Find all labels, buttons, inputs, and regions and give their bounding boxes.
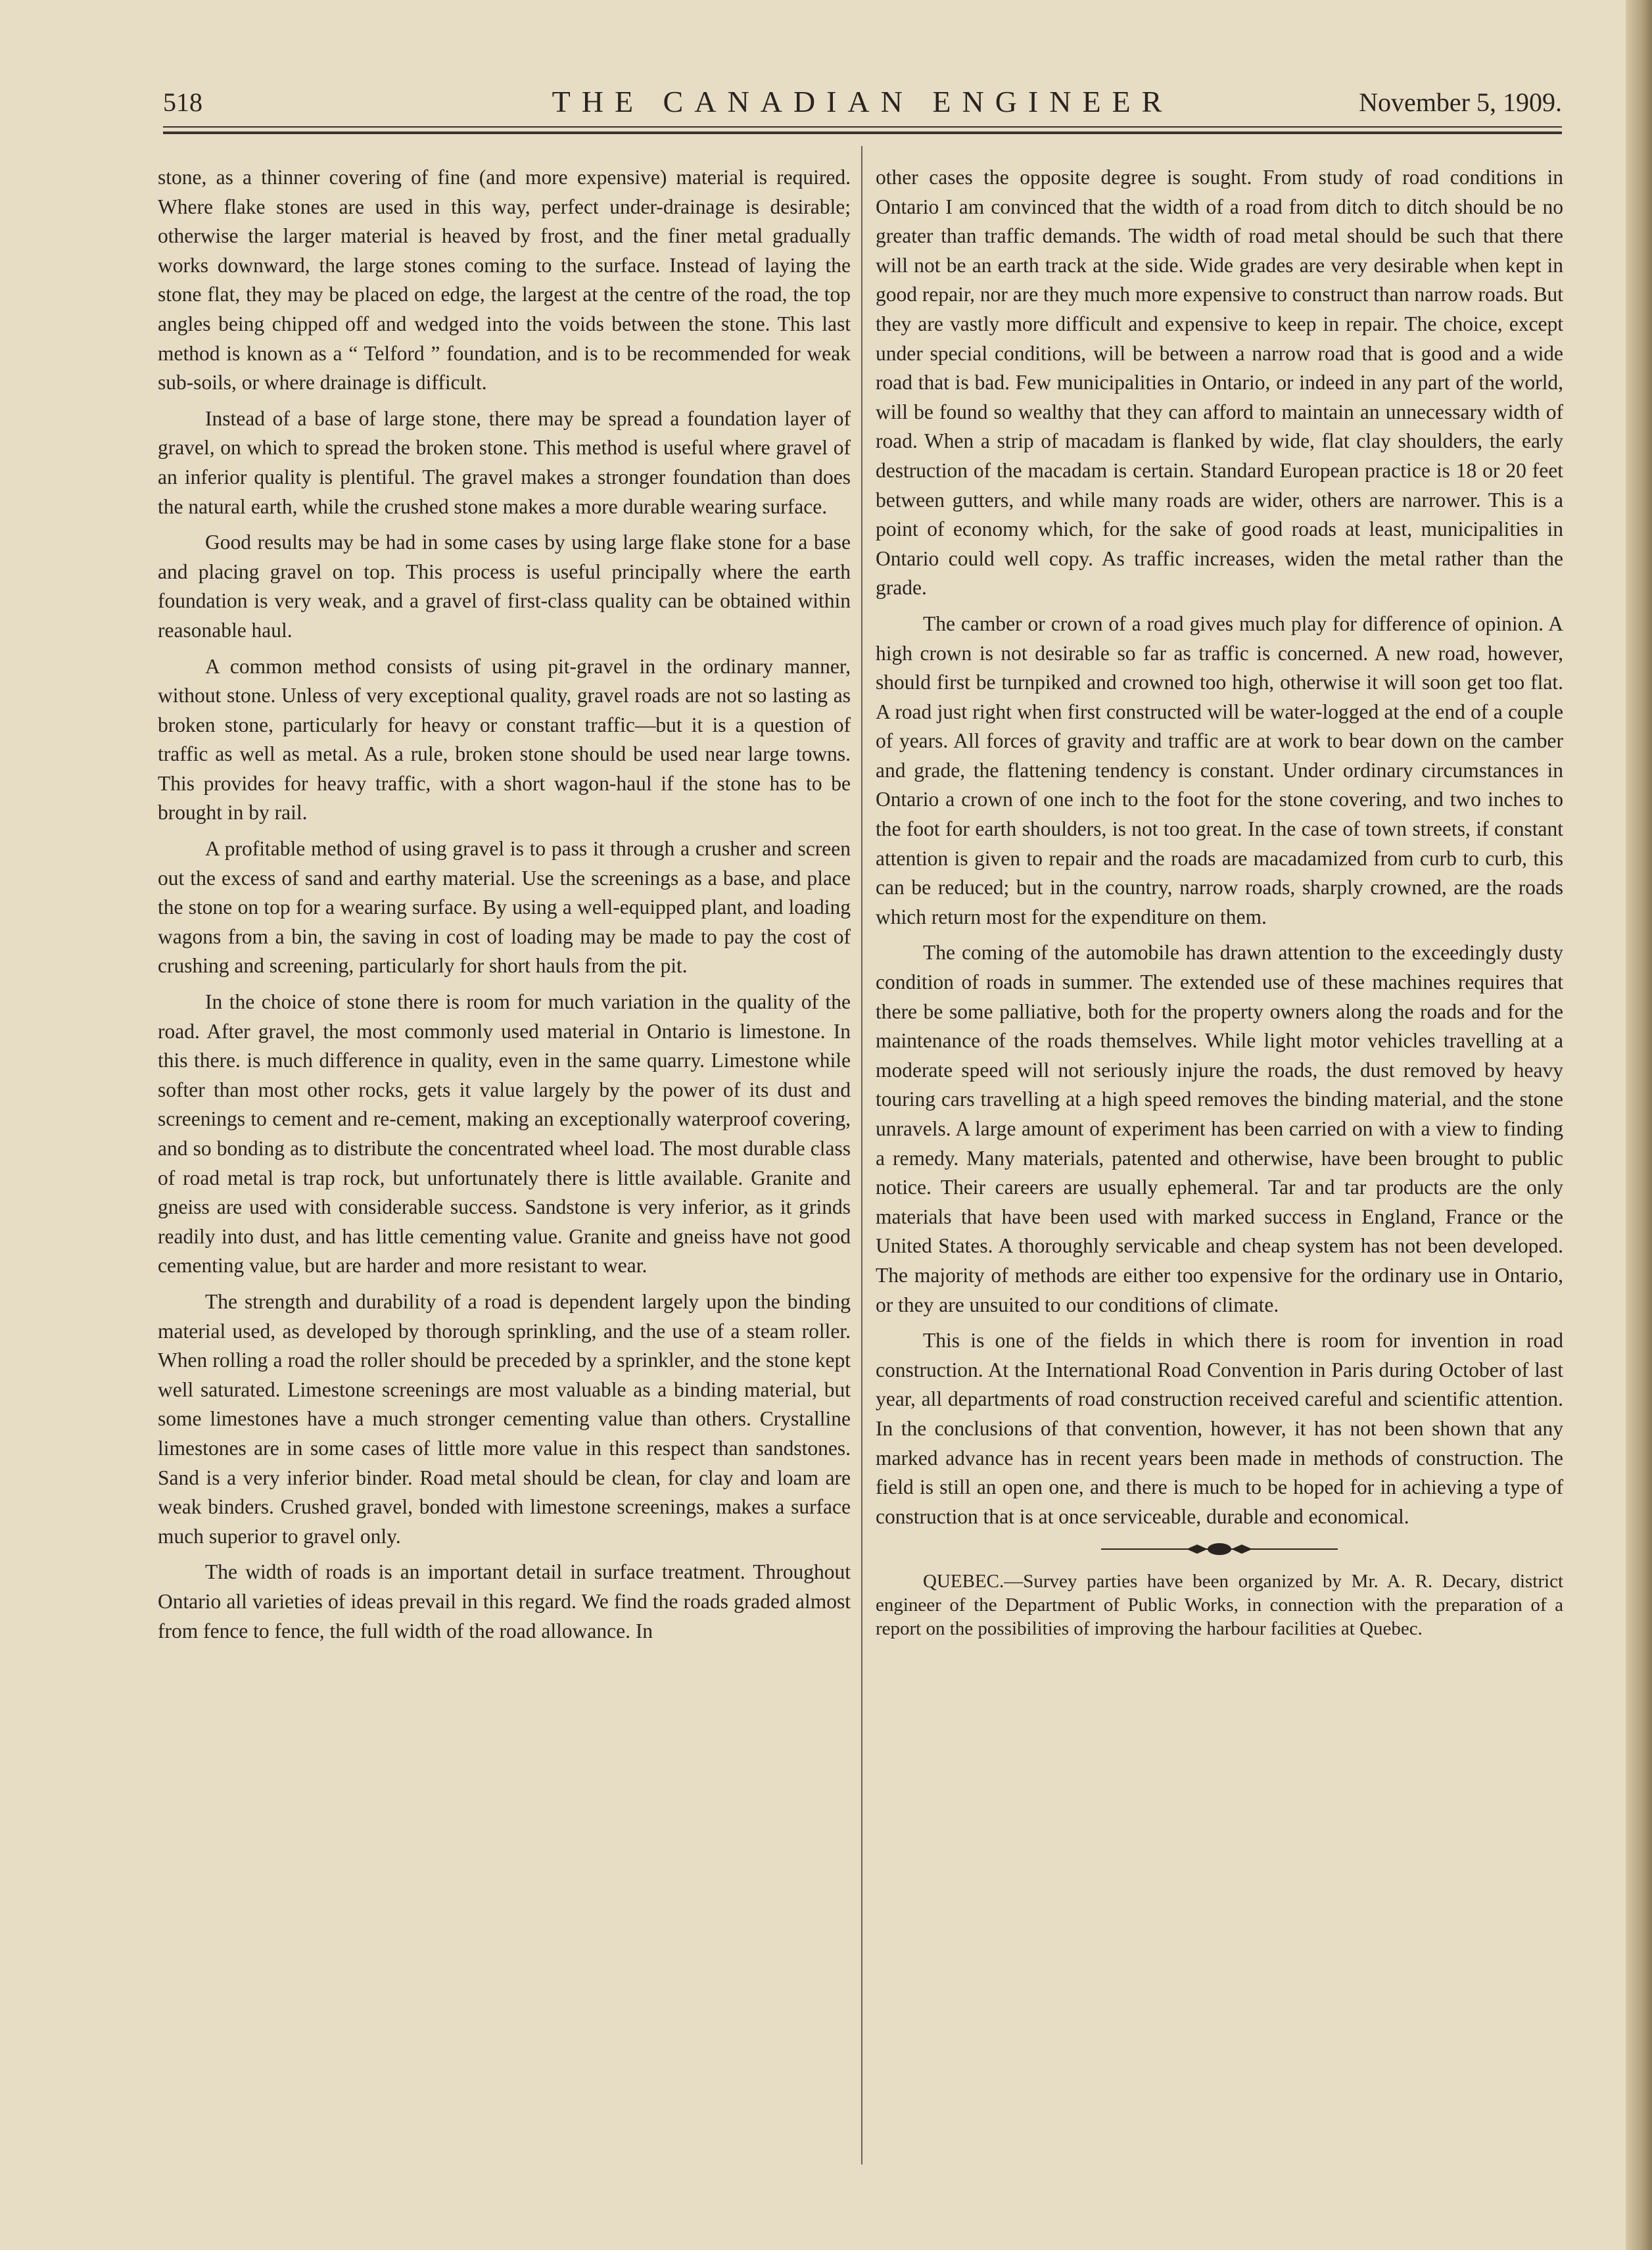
- page-number: 518: [163, 87, 202, 117]
- paragraph: stone, as a thinner covering of fine (and more expensive) material is required. Where flake stones are used in this way, perfect under-drainage is desirable; otherwise the larger material is heaved by frost, and the finer metal gradually works downward, the large stones coming to the surface. Instead of laying the stone flat, they may be placed on edge, the largest at the centre of the road, the top angles being chipped off and wedged into the voids between the stone. This last method is known as a “ Telford ” foundation, and is to be recommended for weak sub-soils, or where drainage is difficult.: [158, 166, 851, 395]
- paragraph: Good results may be had in some cases by using large flake stone for a base and placing gravel on top. This process is useful principally where the earth foundation is very weak, and a gravel of first-class quality can be obtained within reasonable haul.: [158, 531, 851, 642]
- paragraph: In the choice of stone there is room for much variation in the quality of the road. After gravel, the most commonly used material in Ontario is limestone. In this there. is much difference in quality, even in the same quarry. Limestone while softer than most other rocks, gets it value largely by the power of its dust and screenings to cement and re-cement, making an exceptionally waterproof covering, and so bonding as to distribute the concentrated wheel load. The most durable class of road metal is trap rock, but unfortunately there is little available. Granite and gneiss are used with considerable success. Sandstone is very inferior, as it grinds readily into dust, and has little cementing value. Granite and gneiss have not good cementing value, but are harder and more resistant to wear.: [158, 990, 851, 1278]
- left-column: [158, 163, 851, 1652]
- journal-title: THE CANADIAN ENGINEER: [552, 85, 1173, 118]
- page-edge-shadow: [1626, 0, 1652, 2250]
- paragraph: The width of roads is an important detail in surface treatment. Throughout Ontario all varieties of ideas prevail in this regard. We find the roads graded almost from fence to fence, the full width of the road allowance. In: [158, 1560, 851, 1642]
- paragraph: Instead of a base of large stone, there may be spread a foundation layer of gravel, on which to spread the broken stone. This method is useful where gravel of an inferior quality is plentiful. The gravel makes a stronger foundation than does the natural earth, while the crushed stone makes a more durable wearing surface.: [158, 406, 851, 518]
- page-header: [163, 78, 1562, 124]
- issue-date: November 5, 1909.: [1359, 87, 1562, 117]
- header-rule-bottom: [163, 132, 1562, 134]
- section-divider-ornament: [1101, 1539, 1338, 1559]
- paragraph: other cases the opposite degree is sought. From study of road conditions in Ontario I am convinced that the width of a road from ditch to ditch should be no greater than traffic demands. The width of road metal should be such that there will not be an earth track at the side. Wide grades are very desirable when kept in good repair, nor are they much more expensive to construct than narrow roads. But they are vastly more difficult and expensive to keep in repair. The choice, except under special conditions, will be between a narrow road that is good and a wide road that is bad. Few municipalities in Ontario, or indeed in any part of the world, will be found so wealthy that they can afford to maintain an unnecessary width of road. When a strip of macadam is flanked by wide, flat clay shoulders, the early destruction of the macadam is certain. Standard European practice is 18 or 20 feet between gutters, and while many roads are wider, others are narrower. This is a point of economy which, for the sake of good roads at least, municipalities in Ontario could well copy. As traffic increases, widen the metal rather than the grade.: [876, 166, 1563, 600]
- paragraph: The camber or crown of a road gives much play for difference of opinion. A high crown is not desirable so far as traffic is concerned. A new road, however, should first be turnpiked and crowned too high, otherwise it will soon get too flat. A road just right when first constructed will be water-logged at the end of a couple of years. All forces of gravity and traffic are at work to bear down on the camber and grade, the flattening tendency is constant. Under ordinary circumstances in Ontario a crown of one inch to the foot for the stone covering, and two inches to the foot for earth shoulders, is not too great. In the case of town streets, if constant attention is given to repair and the roads are macadamized from curb to curb, this can be reduced; but in the country, narrow roads, sharply crowned, are the roads which return most for the expenditure on them.: [876, 611, 1563, 928]
- paragraph: The strength and durability of a road is dependent largely upon the binding material used, as developed by thorough sprinkling, and the use of a steam roller. When rolling a road the roller should be preceded by a sprinkler, and the stone kept well saturated. Limestone screenings are most valuable as a binding material, but some limestones have a much stronger cementing value than others. Crystalline limestones are in some cases of little more value in this respect than sandstones. Sand is a very inferior binder. Road metal should be clean, for clay and loam are weak binders. Crushed gravel, bonded with limestone screenings, makes a surface much superior to gravel only.: [158, 1289, 851, 1548]
- paragraph: The coming of the automobile has drawn attention to the exceedingly dusty condition of roads in summer. The extended use of these machines requires that there be some palliative, both for the property owners along the roads and for the maintenance of the roads themselves. While light motor vehicles travelling at a moderate speed will not seriously injure the roads, the dust removed by heavy touring cars travelling at a high speed removes the binding material, and the stone unravels. A large amount of experiment has been carried on with a view to finding a remedy. Many materials, patented and otherwise, have been brought to public notice. Their careers are usually ephemeral. Tar and tar products are the only materials that have been used with marked success in England, France or the United States. A thoroughly servicable and cheap system has not been developed. The majority of methods are either too expensive for the ordinary use in Ontario, or they are unsuited to our conditions of climate.: [876, 941, 1563, 1316]
- header-rule-top: [163, 126, 1562, 128]
- news-item-quebec: QUEBEC.—Survey parties have been organized by Mr. A. R. Decary, district engineer of the Department of Public Works, in connection with the preparation of a report on the possibilities of improving the harbour facilities at Quebec.: [876, 1571, 1563, 1640]
- paragraph: This is one of the fields in which there is room for invention in road construction. At the International Road Convention in Paris during October of last year, all departments of road construction received careful and scientific attention. In the conclusions of that convention, however, it has not been shown that any marked advance has in recent years been made in methods of construction. The field is still an open one, and there is much to be hoped for in achieving a type of construction that is at once serviceable, durable and economical.: [876, 1329, 1563, 1528]
- paragraph: A profitable method of using gravel is to pass it through a crusher and screen out the excess of sand and earthy material. Use the screenings as a base, and place the stone on top for a wearing surface. By using a well-equipped plant, and loading wagons from a bin, the saving in cost of loading may be made to pay the cost of crushing and screening, particularly for short hauls from the pit.: [158, 837, 851, 978]
- column-separator: [861, 146, 862, 2165]
- right-column: [876, 163, 1563, 1647]
- paragraph: A common method consists of using pit-gravel in the ordinary manner, without stone. Unless of very exceptional quality, gravel roads are not so lasting as broken stone, particularly for heavy or constant traffic—but it is a question of traffic as well as metal. As a rule, broken stone should be used near large towns. This provides for heavy traffic, with a short wagon-haul if the stone has to be brought in by rail.: [158, 654, 851, 825]
